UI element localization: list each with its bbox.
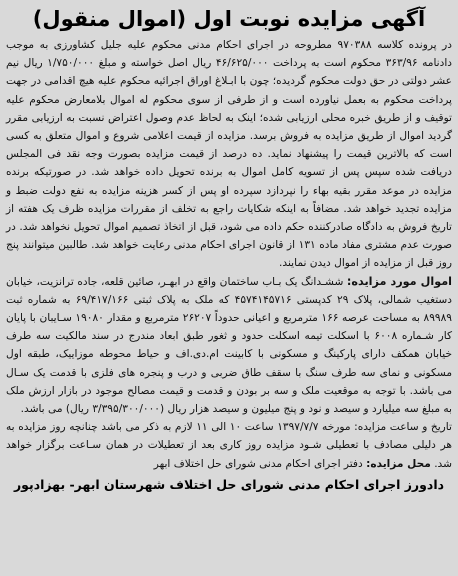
notice-title: آگهی مزایده نوبت اول (اموال منقول) [32,7,426,31]
property-description: ششـدانگ یک بـاب ساختمان واقع در ابهـر، صائین قلعه، جاده ترانزیت، خیابان دستغیب شمالی، پلاک ۲۹ کدپستی ۴۵۷۴۱۴۵۷۱۶ که ملک به پلاک ثبتی ۶۹/۴۱۷/۱۶۶ به شماره ثبت ۸۹۹۸۹ به مساحت عرصه ۱۶۶ مترمربع و اعیانی حدوداً ۲۶۲۰۷ مترمربع و مقدار ۱۹۰۸۰ سـایبان با پایان کار شـماره ۶۰۰۸ با اسکلت تیمه اسکلت حدود و ثغور طبق ابعاد مندرج در سند مالکیت سه طرف خیابان همکف دارای پارکینگ و مسکونی با کابینت ام.دی.اف و حیاط محوطه موزاییک، طبقه اول مسکونی و نمای سه طرف سنگ با سقف طاق ضربی و درب و پنجره های فلزی با قدمت یک سـال می باشد. با توجه به موقعیت ملک و سه بر بودن و قدمت و قیمت مصالح موجود در بازار ارزش ملک به مبلغ سه میلیارد و سیصد و نود و پنج میلیون و سیصد هزار ریال (۳/۳۹۵/۳۰۰/۰۰۰ ریال) می باشد. [6,275,452,416]
notice-paragraph-property [6,273,452,419]
property-label: اموال مورد مزایده: [346,274,452,288]
auction-datetime: تاریخ و ساعت مزایده: مورخه ۱۳۹۷/۷/۷ ساعت ۱۰ الی ۱۱ لازم به ذکر می باشد چنانچه روز مزایده به هر دلیلی مصادف با تعطیلی شـود مزایده روز کاری بعد از تعطیلات در همان سـاعت برگزار خواهد شد. [6,421,452,470]
notice-paragraph-datetime [6,418,452,473]
notice-body [6,36,452,473]
venue-text: دفتر اجرای احکام مدنی شورای حل اختلاف ابهر [153,457,367,470]
notice-signature: دادورز اجرای احکام مدنی شورای حل اختلاف شهرستان ابهر- بهزادپور [13,476,445,492]
venue-label: محل مزایده: [366,457,431,470]
notice-paragraph-main: در پرونده کلاسه ۹۷۰۳۸۸ مطروحه در اجرای احکام مدنی محکوم علیه جلیل کشاورزی به موجب دادنامه ۳۶۳/۹۶ محکوم است به پرداخت ۴۶/۶۲۵/۰۰۰ ریال اصل خواسته و مبلغ ۱/۷۵۰/۰۰۰ ریال نیم عشر دولتی در حق دولت محکوم گردیده؛ چون با ابـلاغ اوراق اجرائیه محکوم علیه هیچ اقدامی در جهت پرداخت محکوم به بعمل نیاورده است و از طرفی از سوی محکوم له اموال بلامعارض محکوم علیه توقیف و از طریق خبره محلی ارزیابی شده؛ اینک به لحاظ عدم وصول اعتراض نسبت به ارزیابی مقرر گردید اموال از طریق مزایده به فروش برسد. مزایده از قیمت اعلامی شروع و اموال متعلق به کسی است که بالاترین قیمت را پیشنهاد نماید. ده درصد از قیمت مزایده بصورت وجه نقد فی المجلس دریافت شده سپس پس از تسویه کامل اموال به برنده تحویل داده خواهد شد. در صورتیکه برنده مزایده در موعد مقرر بقیه بهاء را نپردازد سپرده او پس از کسر هزینه مزایده به نفع دولت ضبط و مزایده تجدید خواهد شد. مضافاً به اینکه شکایات راجع به تخلف از مقررات مزایده ظرف یک هفته از تاریخ فروش به دادگاه صادرکننده حکم داده می شود، قبل از اتخاذ تصمیم اموال تحویل نخواهد شد. در صورت عدم مشتری مفاد ماده ۱۳۱ از قانون اجرای احکام مدنی رعایت خواهد شد. طالبین میتوانند پنج روز قبل از مزایده از اموال دیدن نمایند. [6,39,453,270]
